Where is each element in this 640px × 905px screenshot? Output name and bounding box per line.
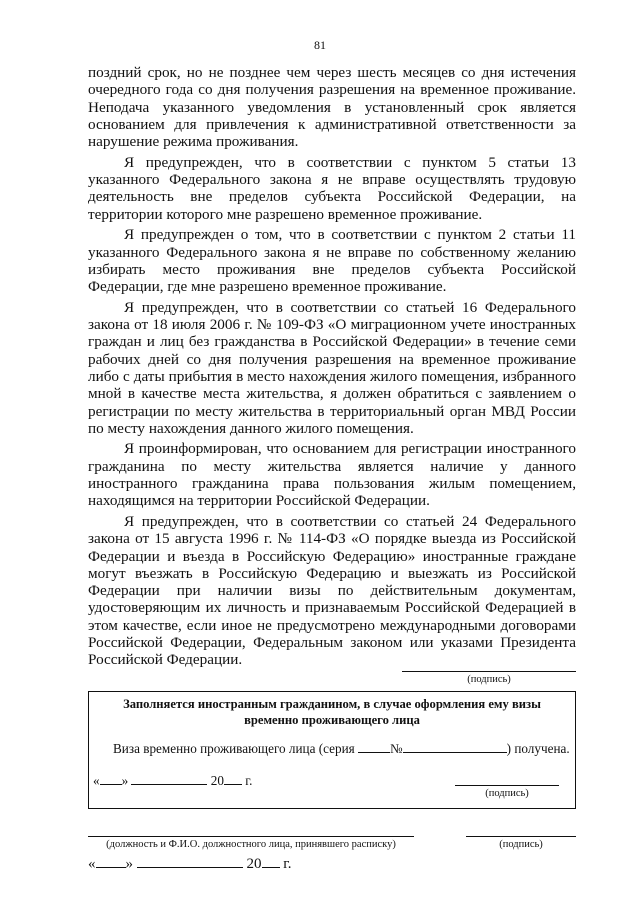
official-signature-label: (подпись) — [499, 839, 543, 850]
footer-date-year-prefix: 20 — [246, 856, 262, 872]
visa-section-title — [89, 697, 575, 728]
paragraph-labor-restriction: Я предупрежден, что в соответствии с пунктом 5 статьи 13 указанного Федерального закона я не вправе осуществлять трудовую деятельность вне пределов субъекта Российской Федерации, на территории которого мне разрешено временное проживание. — [88, 153, 576, 223]
visa-date-line — [93, 772, 252, 789]
footer-date-year-field[interactable] — [262, 855, 280, 868]
paragraph-residence-restriction: Я предупрежден о том, что в соответствии с пунктом 2 статьи 11 указанного Федерального закона я не вправе по собственному желанию избирать место проживания вне пределов субъекта Российской Федерации, где мне разрешено временное проживание. — [88, 226, 576, 296]
paragraph-entry-exit-rules: Я предупрежден, что в соответствии со статьей 24 Федерального закона от 15 августа 1996 г. № 114-ФЗ «О порядке выезда из Российской Федерации и въезда в Российскую Федерацию» иностранные граждане могут въезжать в Российскую Федерацию и выезжать из Российской Федерации при наличии визы по действительным документам, удостоверяющим их личность и признаваемым Российской Федерацией в этом качестве, если иное не предусмотрено международными договорами Российской Федерации, Федеральным законом или указами Президента Российской Федерации. — [88, 512, 576, 669]
date-year-suffix: г. — [245, 773, 253, 788]
visa-number-sign: № — [390, 741, 403, 756]
official-name-line[interactable] — [88, 836, 414, 837]
date-year-field[interactable] — [224, 772, 242, 785]
visa-series-field[interactable] — [358, 740, 390, 753]
page-number: 81 — [314, 38, 326, 52]
footer-date-year-suffix: г. — [283, 856, 292, 872]
paragraph-registration-duty: Я предупрежден, что в соответствии со статьей 16 Федерального закона от 18 июля 2006 г. № 109-ФЗ «О миграционном учете иностранных граждан и лиц без гражданства в Российской Федерации» в течение семи рабочих дней со дня получения разрешения на временное проживание либо с даты прибытия в место нахождения жилого помещения, избранного мной в качестве места жительства, я должен обратиться с заявлением о регистрации по месту жительства в территориальный орган МВД России по месту нахождения данного жилого помещения. — [88, 298, 576, 437]
visa-prefix: Виза временно проживающего лица (серия — [113, 741, 355, 756]
date-day-field[interactable] — [100, 772, 122, 785]
footer-date-close-quote: » — [125, 856, 133, 872]
visa-signature-line[interactable] — [455, 785, 559, 786]
visa-section-box — [88, 691, 576, 809]
visa-section-title-line2: временно проживающего лица — [244, 712, 420, 727]
footer-date-month-field[interactable] — [137, 855, 243, 868]
footer-date-open-quote: « — [88, 856, 96, 872]
body-text — [88, 64, 576, 672]
date-close-quote: » — [121, 773, 129, 788]
date-year-prefix: 20 — [210, 773, 224, 788]
footer-date-day-field[interactable] — [96, 855, 126, 868]
visa-number-field[interactable] — [403, 740, 507, 753]
official-signature-line[interactable] — [466, 836, 576, 837]
date-month-field[interactable] — [131, 772, 207, 785]
paragraph-continuation: поздний срок, но не позднее чем через шесть месяцев со дня истечения очередного года со дня получения разрешения на временное проживание. Неподача указанного уведомления в установленный срок является основанием для привлечения к административной ответственности за нарушение режима проживания. — [88, 64, 576, 151]
visa-signature-label: (подпись) — [485, 788, 529, 799]
visa-received-line — [113, 740, 570, 757]
footer-date-line — [88, 855, 291, 873]
applicant-signature-line[interactable] — [402, 671, 576, 672]
paragraph-registration-basis: Я проинформирован, что основанием для регистрации иностранного гражданина по месту жительства является наличие у данного иностранного гражданина права пользования жилым помещением, находящимся на территории Российской Федерации. — [88, 440, 576, 510]
applicant-signature-label: (подпись) — [467, 674, 511, 685]
visa-section-title-line1: Заполняется иностранным гражданином, в случае оформления ему визы — [123, 697, 541, 711]
visa-suffix: ) получена. — [506, 741, 570, 756]
date-open-quote: « — [93, 773, 100, 788]
official-name-label: (должность и Ф.И.О. должностного лица, принявшего расписку) — [106, 839, 396, 850]
